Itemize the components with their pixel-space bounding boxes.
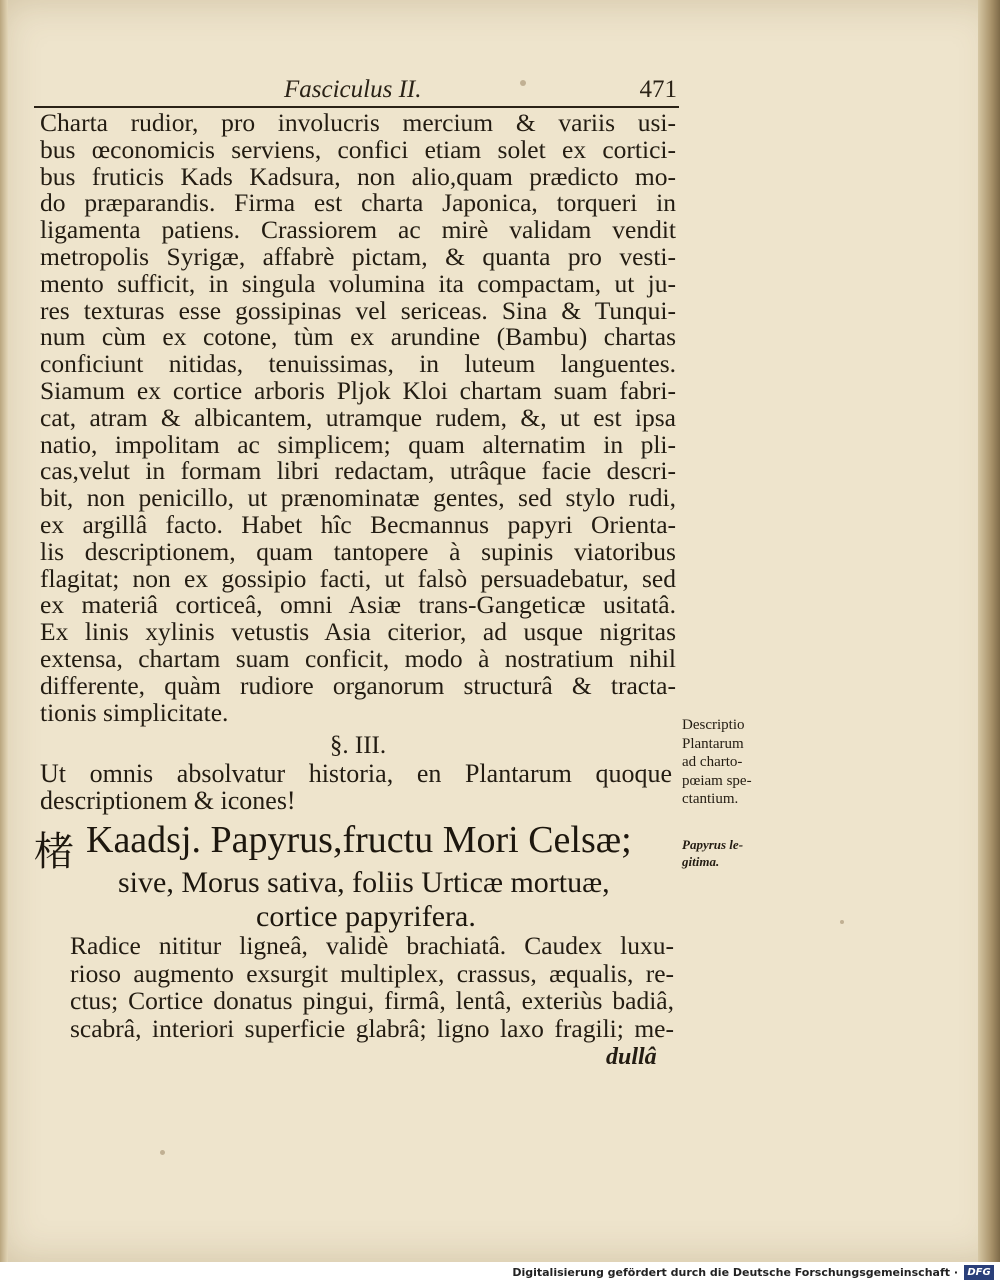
paragraph-paper-making [40, 110, 676, 726]
text-line: Siamum ex cortice arboris Pljok Kloi chartam suam fabri- [40, 375, 676, 405]
catchword: dullâ [606, 1044, 657, 1070]
text-line: extensa, chartam suam conficit, modo à nostratium nihil [40, 643, 676, 673]
digitization-footer [0, 1262, 1000, 1285]
text-line: Charta rudior, pro involucris mercium & variis usi- [40, 108, 676, 137]
stain-spot [160, 1150, 165, 1155]
book-spine-edge [978, 0, 1000, 1262]
text-line: res texturas esse gossipinas vel sericeas. Sina & Tunqui- [40, 295, 676, 325]
text-line: tionis simplicitate. [40, 697, 229, 727]
text-line: lis descriptionem, quam tantopere à supinis viatoribus [40, 536, 676, 566]
margin-line: Descriptio [682, 717, 745, 733]
text-line: bus fruticis Kads Kadsura, non alio,quam prædicto mo- [40, 161, 676, 191]
text-line: metropolis Syrigæ, affabrè pictam, & quanta pro vesti- [40, 241, 676, 271]
plant-name-line-3: cortice papyrifera. [256, 900, 476, 933]
margin-line: ad charto- [682, 754, 743, 771]
text-line: do præparandis. Firma est charta Japonica, torqueri in [40, 188, 676, 218]
margin-note-papyrus [682, 836, 782, 870]
text-line: cas,velut in formam libri redactam, utrâque facie descri- [40, 456, 676, 486]
text-line: mento sufficit, in singula volumina ita compactam, ut ju- [40, 268, 676, 298]
text-line: flagitat; non ex gossipio facti, ut falsò persuadebatur, sed [40, 563, 676, 593]
text-line: Ex linis xylinis vetustis Asia citerior, ad usque nigritas [40, 617, 676, 647]
text-line: Ut omnis absolvatur historia, en Plantarum quoque [40, 759, 672, 788]
text-line: differente, quàm rudiore organorum structurâ & tracta- [40, 670, 676, 700]
section-marker: §. III. [329, 732, 387, 759]
text-line: bit, non penicillo, ut prænominatæ gentes, sed stylo rudi, [40, 483, 676, 513]
text-line: natio, impolitam ac simplicem; quam alternatim in pli- [40, 429, 676, 459]
page-number: 471 [639, 76, 677, 103]
text-line: bus œconomicis serviens, confici etiam solet ex cortici- [40, 134, 676, 164]
text-line: rioso augmento exsurgit multiplex, crassus, æqualis, re- [70, 958, 674, 988]
margin-line: ctantium. [682, 791, 739, 808]
margin-line: Papyrus le- [682, 837, 744, 852]
text-line: conficiunt nitidas, tenuissimas, in luteum languentes. [40, 349, 676, 379]
chinese-character: 楮 [34, 829, 74, 875]
page-left-edge [0, 0, 8, 1262]
text-line: ex materiâ corticeâ, omni Asiæ trans-Gangeticæ usitatâ. [40, 590, 676, 620]
text-line: ctus; Cortice donatus pingui, firmâ, lentâ, exteriùs badiâ, [70, 986, 674, 1015]
section-intro [40, 760, 672, 814]
margin-note-description [682, 716, 782, 809]
dfg-logo[interactable]: DFG [964, 1265, 994, 1280]
running-title: Fasciculus II. [284, 76, 422, 103]
stain-spot [840, 920, 844, 924]
text-line: ligamenta patiens. Crassiorem ac mirè validam vendit [40, 215, 676, 245]
text-line: ex argillâ facto. Habet hîc Becmannus papyri Orienta- [40, 509, 676, 539]
margin-line: pœiam spe- [682, 772, 752, 789]
plant-name-line-2: sive, Morus sativa, foliis Urticæ mortuæ, [118, 866, 610, 899]
text-line: num cùm ex cotone, tùm ex arundine (Bambu) chartas [40, 322, 676, 352]
text-line: scabrâ, interiori superficie glabrâ; ligno laxo fragili; me- [70, 1013, 674, 1043]
paragraph-plant-description [70, 932, 674, 1042]
text-line: cat, atram & albicantem, utramque rudem, &, ut est ipsa [40, 402, 676, 432]
text-line: Radice nititur ligneâ, validè brachiatâ. Caudex luxu- [70, 931, 674, 960]
running-header [34, 72, 679, 108]
text-line: descriptionem & icones! [40, 785, 296, 815]
margin-line: Plantarum [682, 735, 744, 752]
plant-name-line-1: Kaadsj. Papyrus,fructu Mori Celsæ; [86, 819, 632, 861]
funding-credit: Digitalisierung gefördert durch die Deutsche Forschungsgemeinschaft · [512, 1266, 958, 1279]
margin-line: gitima. [682, 854, 720, 869]
